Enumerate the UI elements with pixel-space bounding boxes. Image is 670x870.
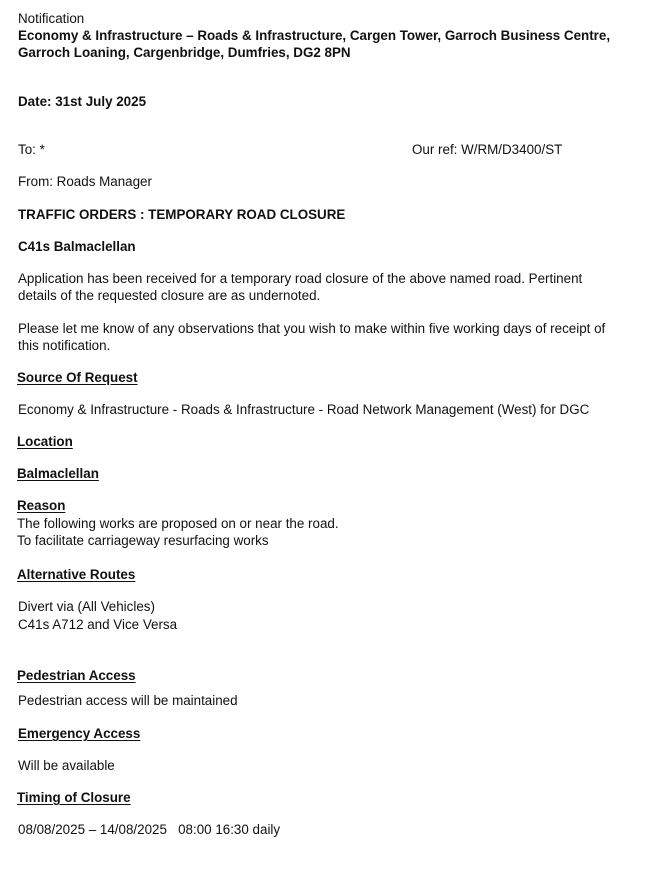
- alternative-routes-line-1: Divert via (All Vehicles): [18, 599, 155, 614]
- document-title: TRAFFIC ORDERS : TEMPORARY ROAD CLOSURE: [18, 207, 346, 222]
- location-text: Balmaclellan: [17, 466, 99, 481]
- source-heading: Source Of Request: [17, 370, 138, 385]
- intro-paragraph-2-line-2: this notification.: [18, 338, 111, 353]
- alternative-routes-heading: Alternative Routes: [17, 567, 136, 582]
- intro-paragraph-1-line-2: details of the requested closure are as undernoted.: [18, 288, 321, 303]
- pedestrian-access-text: Pedestrian access will be maintained: [18, 693, 238, 708]
- source-text: Economy & Infrastructure - Roads & Infrastructure - Road Network Management (West) for DGC: [18, 402, 590, 417]
- sender: From: Roads Manager: [18, 174, 152, 189]
- reason-line-2: To facilitate carriageway resurfacing works: [17, 533, 269, 548]
- recipient: To: *: [18, 142, 45, 157]
- document-date: Date: 31st July 2025: [18, 94, 147, 109]
- reason-line-1: The following works are proposed on or near the road.: [17, 516, 339, 531]
- location-heading: Location: [17, 434, 73, 449]
- reason-heading: Reason: [17, 498, 66, 513]
- alternative-routes-line-2: C41s A712 and Vice Versa: [18, 617, 178, 632]
- road-name: C41s Balmaclellan: [18, 239, 136, 254]
- intro-paragraph-1-line-1: Application has been received for a temporary road closure of the above named road. Pertinent: [18, 271, 583, 286]
- timing-heading: Timing of Closure: [17, 790, 131, 805]
- intro-paragraph-2-line-1: Please let me know of any observations that you wish to make within five working days of receipt of: [18, 321, 606, 336]
- emergency-access-text: Will be available: [18, 758, 115, 773]
- emergency-access-heading: Emergency Access: [18, 726, 141, 741]
- address-line-1: Economy & Infrastructure – Roads & Infrastructure, Cargen Tower, Garroch Business Centre,: [18, 28, 611, 43]
- address-line-2: Garroch Loaning, Cargenbridge, Dumfries, DG2 8PN: [18, 45, 351, 60]
- timing-text: 08/08/2025 – 14/08/2025 08:00 16:30 daily: [18, 822, 281, 837]
- notification-label: Notification: [18, 11, 85, 26]
- pedestrian-access-heading: Pedestrian Access: [17, 668, 136, 683]
- our-reference: Our ref: W/RM/D3400/ST: [412, 142, 563, 157]
